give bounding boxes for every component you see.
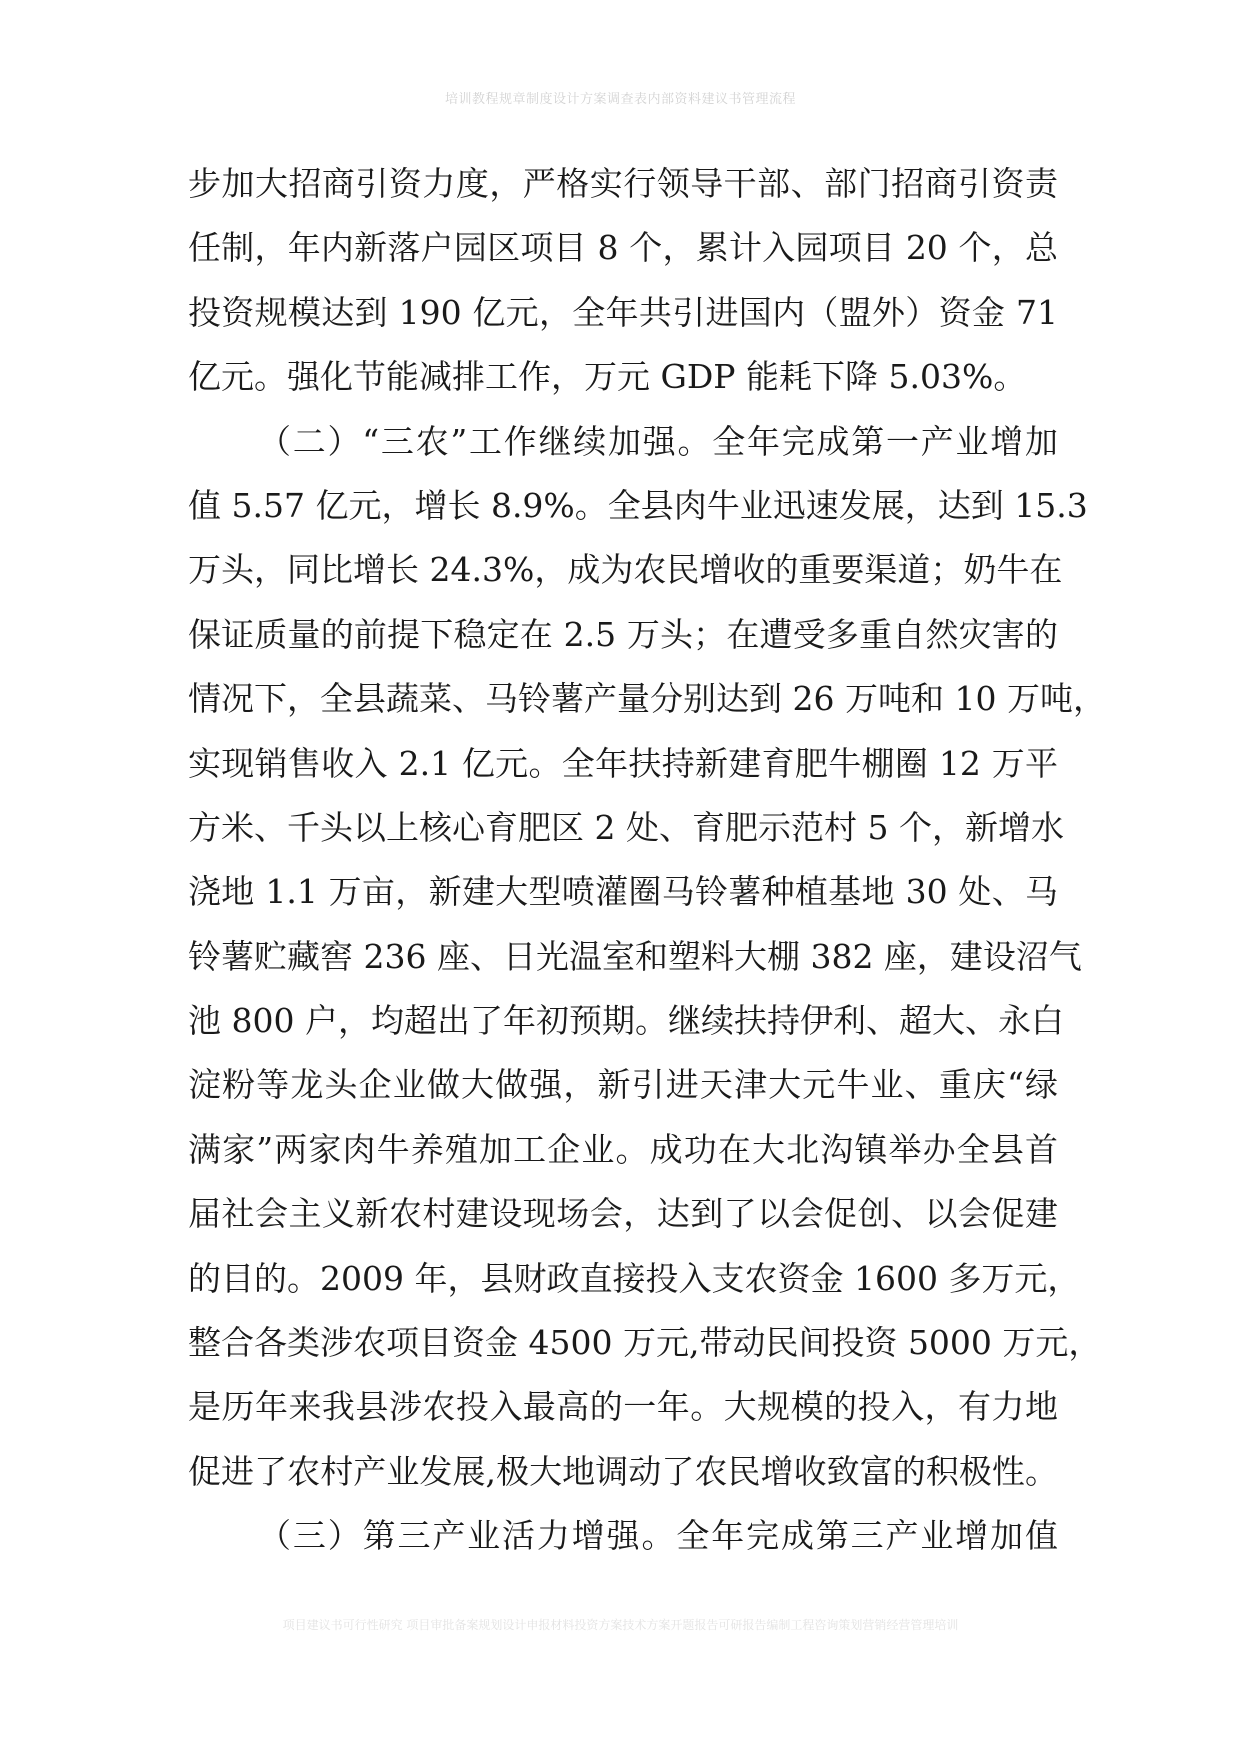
text-line: 步加大招商引资力度，严格实行领导干部、部门招商引资责 [188,164,1058,203]
text-line: 促进了农村产业发展,极大地调动了农民增收致富的积极性。 [188,1451,1058,1491]
text-line: （二）“三农”工作继续加强。全年完成第一产业增加 [258,421,1058,461]
text-line: 值 5.57 亿元，增长 8.9%。全县肉牛业迅速发展，达到 15.3 [188,485,1088,525]
text-line: 整合各类涉农项目资金 4500 万元,带动民间投资 5000 万元， [188,1323,1102,1363]
text-line: 亿元。强化节能减排工作，万元 GDP 能耗下降 5.03%。 [188,357,1027,397]
text-line: 浇地 1.1 万亩，新建大型喷灌圈马铃薯种植基地 30 处、马 [188,872,1058,912]
text-line: 任制，年内新落户园区项目 8 个，累计入园项目 20 个，总 [188,228,1058,268]
text-line: 方米、千头以上核心育肥区 2 处、育肥示范村 5 个，新增水 [188,807,1064,847]
text-line: 实现销售收入 2.1 亿元。全年扶持新建育肥牛棚圈 12 万平 [188,743,1058,783]
text-line: 情况下，全县蔬菜、马铃薯产量分别达到 26 万吨和 10 万吨， [188,679,1106,719]
text-line: 满家”两家肉牛养殖加工企业。成功在大北沟镇举办全县首 [188,1129,1058,1169]
document-body [188,152,1106,1569]
text-line: 保证质量的前提下稳定在 2.5 万头；在遭受多重自然灾害的 [188,614,1058,654]
text-line: （三）第三产业活力增强。全年完成第三产业增加值 [258,1516,1058,1556]
text-line: 的目的。2009 年，县财政直接投入支农资金 1600 多万元， [188,1258,1081,1298]
text-line: 万头，同比增长 24.3%，成为农民增收的重要渠道；奶牛在 [188,550,1063,590]
text-line: 铃薯贮藏窖 236 座、日光温室和塑料大棚 382 座，建设沼气 [188,936,1082,976]
text-line: 淀粉等龙头企业做大做强，新引进天津大元牛业、重庆“绿 [188,1065,1058,1105]
text-line: 投资规模达到 190 亿元，全年共引进国内（盟外）资金 71 [188,292,1058,332]
text-line: 届社会主义新农村建设现场会，达到了以会促创、以会促建 [188,1194,1058,1234]
page-footer-watermark: 项目建议书可行性研究 项目审批备案规划设计申报材料投资方案技术方案开题报告可研报告编制工程咨询策划营销经营管理培训 [282,1618,959,1632]
text-line: 是历年来我县涉农投入最高的一年。大规模的投入，有力地 [188,1387,1058,1427]
page-header-watermark: 培训教程规章制度设计方案调查表内部资料建议书管理流程 [444,92,796,107]
text-line: 池 800 户，均超出了年初预期。继续扶持伊利、超大、永白 [188,1001,1064,1041]
